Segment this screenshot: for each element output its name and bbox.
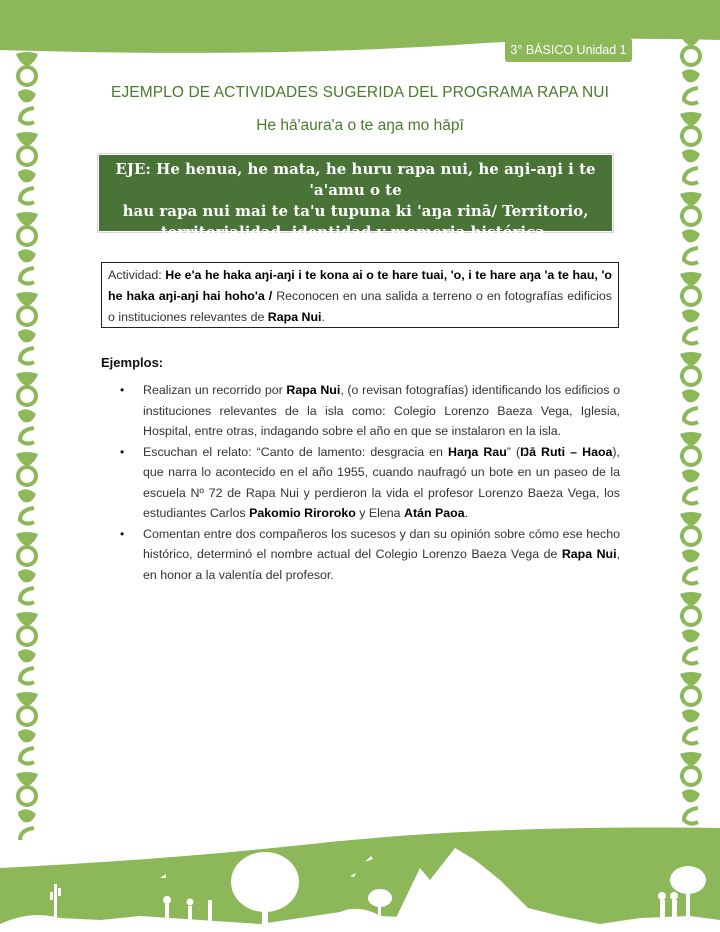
activity-rapa-nui: Rapa Nui (267, 310, 322, 324)
page-title: EJEMPLO DE ACTIVIDADES SUGERIDA DEL PROGRAMA RAPA NUI (111, 84, 609, 101)
example-text: Escuchan el relato: “Canto de lamento: desgracia en (143, 444, 448, 459)
example-text: . (464, 506, 469, 520)
bullet-icon: • (120, 526, 125, 541)
example-bold: Ŋā Ruti – Haoa (520, 444, 613, 459)
activity-spanish-text: Reconocen en una salida a terreno o en fotografías edificios o instituciones relevantes de (108, 289, 613, 324)
activity-box (101, 262, 619, 328)
example-bold: Pakomio Riroroko (249, 506, 356, 520)
activity-rapanui-text: He e'a he haka aŋi-aŋi i te kona ai o te hare tuai, 'o, i te hare aŋa 'a te hau, 'o he haka aŋi-aŋi hai hoho'a / (108, 268, 612, 303)
example-bold: Atán Paoa (404, 506, 465, 520)
eje-line-1: EJE: He henua, he mata, he huru rapa nui, he aŋi-aŋi i te 'a'amu o te (115, 160, 596, 199)
example-item (101, 380, 620, 442)
bottom-landscape-band (0, 820, 720, 932)
bullet-icon: • (120, 444, 125, 459)
example-bold: Rapa Nui (561, 547, 617, 561)
example-text: , en honor a la valentía del profesor. (143, 547, 621, 582)
example-text: Comentan entre dos compañeros los sucesos y dan su opinión sobre cómo ese hecho histórico, determinó el nombre actual del Colegio Lorenzo Baeza Vega de (143, 526, 620, 561)
example-bold: Haŋa Rau (448, 444, 507, 459)
example-text: , (o revisan fotografías) identificando los edificios o instituciones relevantes de la isla como: Colegio Lorenzo Baeza Vega, Iglesia, Hospital, entre otras, indagando sobre el año en que se instalaron en la isla. (143, 383, 620, 438)
example-item (101, 524, 620, 586)
right-ornament-border-icon (676, 30, 706, 840)
grade-unit-badge: 3° BÁSICO Unidad 1 (505, 38, 632, 62)
activity-label: Actividad: (108, 268, 166, 282)
examples-heading: Ejemplos: (101, 355, 164, 370)
example-text: Realizan un recorrido por (143, 383, 287, 397)
page-subtitle: He hā'aura'a o te aŋa mo hāpī (256, 117, 464, 134)
eje-line-3: territorialidad, identidad y memoria histórica. (160, 223, 551, 241)
example-text: ” ( (506, 444, 521, 459)
activity-period: . (321, 310, 325, 324)
eje-line-2: hau rapa nui mai te ta'u tupuna ki 'aŋa rinā/ Territorio, (122, 202, 589, 220)
examples-list (101, 380, 620, 585)
example-bold: Rapa Nui (286, 383, 341, 397)
example-text: ), que narra lo acontecido en el año 1955, cuando naufragó un bote en un paseo de la escuela Nº 72 de Rapa Nui y perdieron la vida el profesor Lorenzo Baeza Vega, los estudiantes Carlos (143, 444, 620, 520)
example-item (101, 442, 620, 524)
left-ornament-border-icon (12, 50, 42, 840)
example-text: y Elena (355, 506, 405, 520)
bullet-icon: • (120, 383, 125, 397)
eje-heading-box (99, 155, 612, 241)
